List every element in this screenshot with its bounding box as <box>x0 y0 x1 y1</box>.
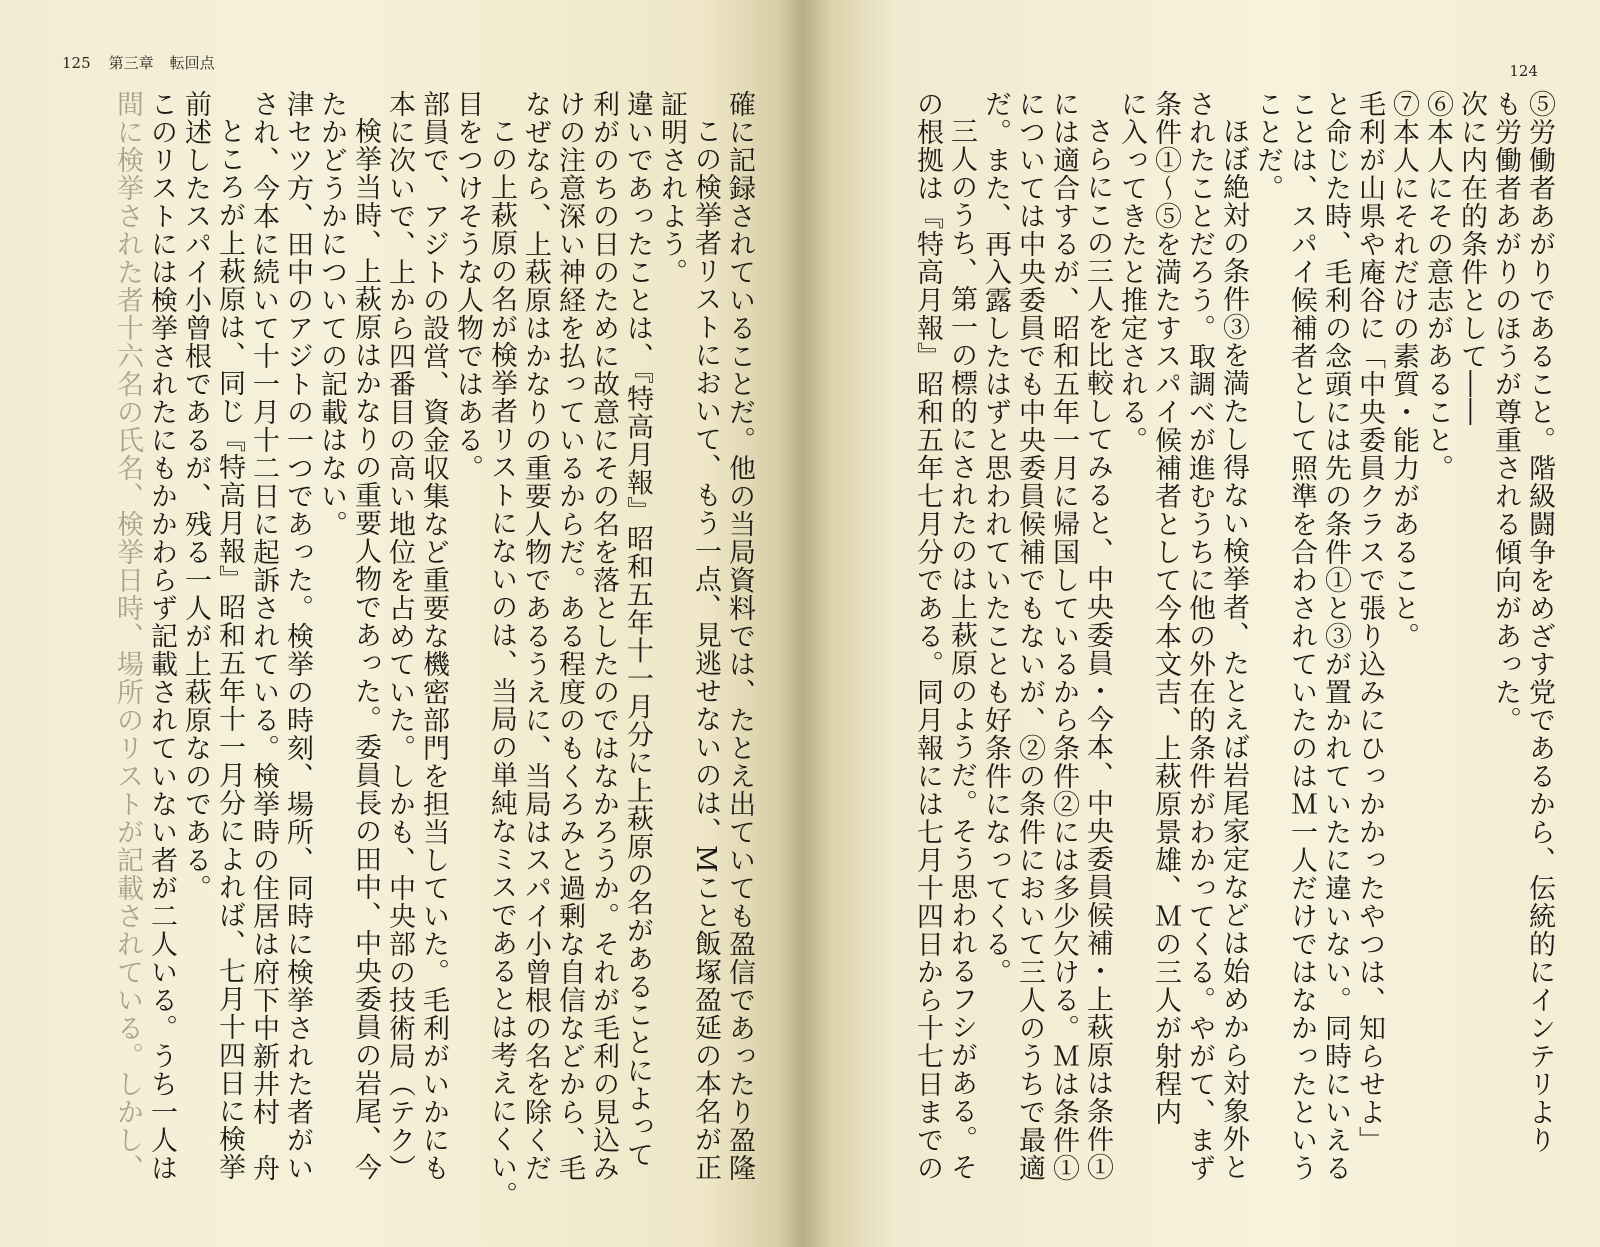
text-line: さらにこの三人を比較してみると、中央委員・今本、中央委員候補・上萩原は条件① <box>1082 117 1113 1181</box>
text-line: けの注意深い神経を払っているからだ。ある程度のもくろみと過剰な自信などから、毛 <box>554 90 585 1182</box>
page-number: 124 <box>1509 62 1538 80</box>
text-line: ⑦本人にそれだけの素質・能力があること。 <box>1388 90 1419 650</box>
text-line: 証明されよう。 <box>656 90 687 286</box>
text-line: 津セツ方、田中のアジトの一つであった。検挙の時刻、場所、同時に検挙された者がい <box>282 90 313 1182</box>
text-line: この上萩原の名が検挙者リストにないのは、当局の単純なミスであるとは考えにくい。 <box>486 117 517 1209</box>
text-line: 間に検挙された者十六名の氏名、検挙日時、場所のリストが記載されている。しかし、 <box>112 90 143 1182</box>
text-line: 部員で、アジトの設営、資金収集など重要な機密部門を担当していた。毛利がいかにも <box>418 90 449 1182</box>
left-page <box>0 0 790 1247</box>
text-line: され、今本に続いて十一月十二日に起訴されている。検挙時の住居は府下中新井村 舟 <box>248 90 279 1182</box>
text-line: には適合するが、昭和五年一月に帰国しているから条件②には多少欠ける。Ｍは条件① <box>1048 90 1079 1182</box>
chapter-label: 第三章 <box>108 54 154 72</box>
text-line: に入ってきたと推定される。 <box>1116 90 1147 454</box>
text-line: 利がのちの日のために故意にその名を落としたのではなかろうか。それが毛利の見込み <box>588 90 619 1182</box>
text-line: 前述したスパイ小曾根であるが、残る一人が上萩原なのである。 <box>180 90 211 902</box>
text-line: 確に記録されていることだ。他の当局資料では、たとえ出ていても盈信であったり盈隆 <box>724 90 755 1182</box>
text-line: だ。また、再入露したはずと思われていたことも好条件になってくる。 <box>980 90 1011 986</box>
text-line: 本に次いで、上から四番目の高い地位を占めていた。しかも、中央部の技術局（テク） <box>384 90 415 1182</box>
running-header-left <box>62 52 215 76</box>
text-line: 違いであったことは、『特高月報』昭和五年十一月分に上萩原の名があることによって <box>622 90 653 1169</box>
text-line: 目をつけそうな人物ではある。 <box>452 90 483 482</box>
text-line: されたことだろう。取調べが進むうちに他の外在的条件がわかってくる。やがて、まず <box>1184 90 1215 1182</box>
right-page-body-text <box>816 90 1556 1225</box>
text-line: このリストには検挙されたにもかかわらず記載されていない者が二人いる。うち一人は <box>146 90 177 1182</box>
text-line: 検挙当時、上萩原はかなりの重要人物であった。委員長の田中、中央委員の岩尾、今 <box>350 117 381 1181</box>
text-line: たかどうかについての記載はない。 <box>316 90 347 538</box>
text-line: については中央委員でも中央委員候補でもないが、②の条件において三人のうちで最適 <box>1014 90 1045 1182</box>
left-page-body-text <box>56 90 756 1225</box>
running-header-right <box>1509 62 1538 86</box>
text-line: ⑤労働者あがりであること。階級闘争をめざす党であるから、伝統的にインテリより <box>1524 90 1555 1154</box>
text-line: この検挙者リストにおいて、もう一点、見逃せないのは、Mこと飯塚盈延の本名が正 <box>690 117 721 1182</box>
text-line: と命じた時、毛利の念頭には先の条件①と③が置かれていたに違いない。同時にいえる <box>1320 90 1351 1182</box>
text-line: 三人のうち、第一の標的にされたのは上萩原のようだ。そう思われるフシがある。そ <box>946 117 977 1181</box>
text-line: ⑥本人にその意志があること。 <box>1422 90 1453 482</box>
text-line: も労働者あがりのほうが尊重される傾向があった。 <box>1490 90 1521 734</box>
text-line: なぜなら、上萩原はかなりの重要人物であるうえに、当局はスパイ小曾根の名を除くだ <box>520 90 551 1182</box>
text-line: ことは、スパイ候補者として照準を合わされていたのはＭ一人だけではなかったという <box>1286 90 1317 1182</box>
text-line: ところが上萩原は、同じ『特高月報』昭和五年十一月分によれば、七月十四日に検挙 <box>214 117 245 1181</box>
text-line: ことだ。 <box>1252 90 1283 202</box>
page-number: 125 <box>62 54 91 72</box>
text-line: 毛利が山県や庵谷に「中央委員クラスで張り込みにひっかかったやつは、知らせよ」 <box>1354 90 1385 1154</box>
text-line: の根拠は『特高月報』昭和五年七月分である。同月報には七月十四日から十七日までの <box>912 90 943 1182</box>
text-line: 次に内在的条件として―― <box>1456 90 1487 426</box>
text-line: 条件①～⑤を満たすスパイ候補者として今本文吉、上萩原景雄、Ｍの三人が射程内 <box>1150 90 1181 1126</box>
text-line: ほぼ絶対の条件③を満たし得ない検挙者、たとえば岩尾家定などは始めから対象外と <box>1218 117 1249 1181</box>
right-page <box>810 0 1600 1247</box>
section-title: 転回点 <box>169 54 215 72</box>
